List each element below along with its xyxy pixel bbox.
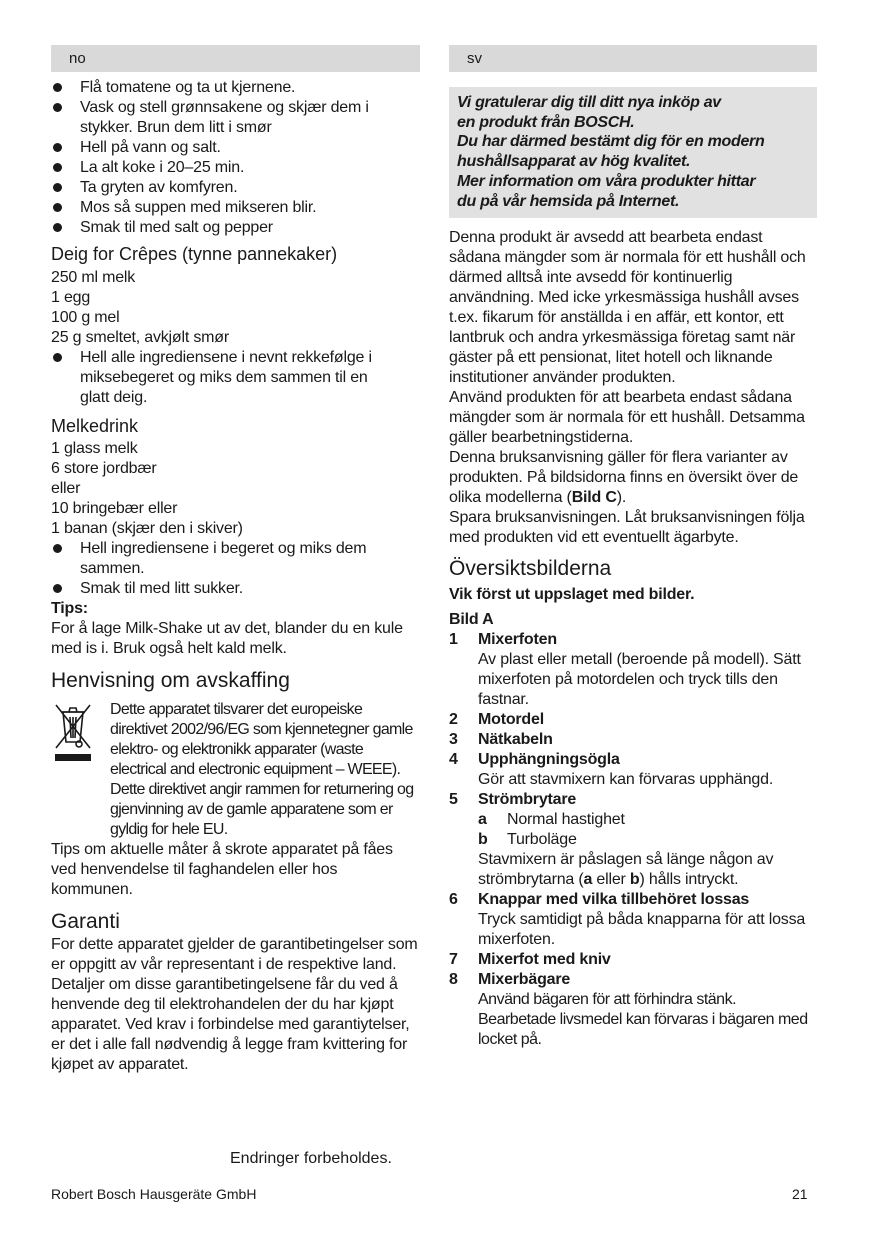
list-item <box>449 730 817 750</box>
note-text: ) hålls intryckt. <box>639 871 739 889</box>
intro-line: hushållsapparat av hög kvalitet. <box>457 153 691 171</box>
intro-line: Vi gratulerar dig till ditt nya inköp av <box>457 94 721 111</box>
option-text: Turboläge <box>507 831 577 849</box>
ingredient-line: 100 g mel <box>51 309 120 326</box>
list-item: Flå tomatene og ta ut kjernene. <box>51 78 420 98</box>
para3-text: Denna bruksanvisning gäller för flera varianter av produkten. På bildsidorna finns en översikt över de olika modellerna ( <box>449 449 799 507</box>
note-text: Stavmixern är påslagen så länge någon av strömbrytarna ( <box>478 851 774 889</box>
para3-end: ). <box>616 489 627 507</box>
option-key: a <box>478 811 487 829</box>
page-number: 21 <box>792 1186 808 1202</box>
intro-line: Du har därmed bestämt dig för en modern <box>457 133 765 151</box>
switch-option-a <box>478 810 817 830</box>
language-label-no: no <box>69 50 86 67</box>
item-title: Nätkabeln <box>478 731 553 749</box>
item-number: 7 <box>449 951 458 969</box>
ingredient-line: 1 banan (skjær den i skiver) <box>51 520 243 537</box>
ingredient-line: 1 glass melk <box>51 440 138 457</box>
list-item <box>449 950 817 970</box>
usage-paragraph-3 <box>449 448 817 508</box>
item-desc: Tryck samtidigt på båda knapparna för att lossa mixerfoten. <box>478 911 806 949</box>
list-item: Smak til med litt sukker. <box>51 579 420 599</box>
intro-line: du på vår hemsida på Internet. <box>457 192 680 210</box>
list-item <box>449 750 817 790</box>
list-item: Mos så suppen med mikseren blir. <box>51 198 420 218</box>
bild-a-label: Bild A <box>449 611 494 629</box>
item-title: Mixerfot med kniv <box>478 951 611 969</box>
usage-paragraph-4: Spara bruksanvisningen. Låt bruksanvisningen följa med produkten vid ett eventuellt ägarbyte. <box>449 509 805 547</box>
ingredient-line: eller <box>51 480 81 497</box>
usage-paragraph-2: Använd produkten för att bearbeta endast sådana mängder som är normala för ett hushåll. Detsamma gäller bearbetningstiderna. <box>449 389 805 447</box>
tips-text: For å lage Milk-Shake ut av det, blander du en kule med is i. Bruk også helt kald melk. <box>51 620 403 657</box>
changes-note: Endringer forbeholdes. <box>230 1150 392 1167</box>
crepes-steps-list <box>51 348 420 408</box>
ingredient-line: 1 egg <box>51 289 91 306</box>
ingredient-line: 10 bringebær eller <box>51 500 178 517</box>
item-title: Mixerbägare <box>478 971 571 989</box>
parts-list <box>449 630 817 1050</box>
item-number: 4 <box>449 751 458 769</box>
list-item <box>449 790 817 890</box>
overview-subheading: Vik först ut uppslaget med bilder. <box>449 586 695 604</box>
ingredient-line: 250 ml melk <box>51 269 136 286</box>
disposal-text-2: Tips om aktuelle måter å skrote apparatet på fåes ved henvendelse til faghandelen eller hos kommunen. <box>51 841 393 898</box>
item-title: Mixerfoten <box>478 631 557 649</box>
disposal-heading: Henvisning om avskaffing <box>51 669 290 692</box>
language-bar-no <box>51 45 420 72</box>
intro-box <box>449 87 817 218</box>
crepes-heading: Deig for Crêpes (tynne pannekaker) <box>51 244 338 264</box>
overview-heading: Översiktsbilderna <box>449 557 612 581</box>
ingredient-line: 25 g smeltet, avkjølt smør <box>51 329 229 346</box>
ingredient-line: 6 store jordbær <box>51 460 157 477</box>
option-key: b <box>478 831 488 849</box>
disposal-text: Dette apparatet tilsvarer det europeiske direktivet 2002/96/EG som kjennetegner gamle elektro- og elektronikk apparater (waste electrical and electronic equipment – WEEE). Dette direktivet angir rammen for returnering og gjenvinning av de gamle apparatene som er gyldig for hele EU. <box>110 701 414 838</box>
list-item <box>449 710 817 730</box>
list-item <box>449 890 817 950</box>
option-text: Normal hastighet <box>507 811 625 829</box>
milkdrink-ingredients <box>51 439 420 539</box>
list-item: Vask og stell grønnsakene og skjær dem i stykker. Brun dem litt i smør <box>51 98 420 138</box>
soup-steps-list <box>51 78 420 238</box>
switch-note <box>478 850 817 890</box>
milkdrink-heading: Melkedrink <box>51 416 139 436</box>
tips-label: Tips: <box>51 600 88 617</box>
item-number: 6 <box>449 891 458 909</box>
item-desc: Använd bägaren för att förhindra stänk. Bearbetade livsmedel kan förvaras i bägaren med locket på. <box>478 991 808 1049</box>
item-number: 5 <box>449 791 458 809</box>
column-swedish <box>449 45 817 1050</box>
warranty-heading: Garanti <box>51 910 120 933</box>
item-title: Knappar med vilka tillbehöret lossas <box>478 891 750 909</box>
company-name: Robert Bosch Hausgeräte GmbH <box>51 1186 257 1202</box>
switch-option-b <box>478 830 817 850</box>
list-item: Ta gryten av komfyren. <box>51 178 420 198</box>
list-item: Smak til med salt og pepper <box>51 218 420 238</box>
note-text: eller <box>592 871 630 889</box>
item-number: 8 <box>449 971 458 989</box>
crepes-ingredients <box>51 268 420 348</box>
list-item: Hell alle ingrediensene i nevnt rekkefølge i miksebegeret og miks dem sammen til en glatt deig. <box>51 348 420 408</box>
item-title: Strömbrytare <box>478 791 577 809</box>
disposal-block <box>51 700 420 840</box>
list-item: La alt koke i 20–25 min. <box>51 158 420 178</box>
note-key-b: b <box>629 871 640 889</box>
warranty-text: For dette apparatet gjelder de garantibetingelser som er oppgitt av vår representant i de respektive land. Detaljer om disse garantibetingelsene får du ved å henvende deg til elektrohandelen der du har kjøpt apparatet. Ved krav i forbindelse med garantiytelser, er det i alle fall nødvendig å legge fram kvittering for kjøpet av apparatet. <box>51 936 418 1073</box>
note-key-a: a <box>583 871 593 889</box>
list-item: Hell på vann og salt. <box>51 138 420 158</box>
list-item <box>449 970 817 1050</box>
item-desc: Gör att stavmixern kan förvaras upphängd. <box>478 771 774 789</box>
weee-symbol <box>51 700 110 840</box>
item-number: 2 <box>449 711 458 729</box>
item-number: 3 <box>449 731 458 749</box>
list-item <box>449 630 817 710</box>
intro-line: Mer information om våra produkter hittar <box>457 172 756 190</box>
item-number: 1 <box>449 631 458 649</box>
bild-c-ref: Bild C <box>571 489 617 507</box>
crossed-bin-icon <box>51 700 95 766</box>
usage-paragraph-1: Denna produkt är avsedd att bearbeta endast sådana mängder som är normala för ett hushåll och därmed alltså inte avsedd för kontinuerlig användning. Med icke yrkesmässiga hushåll avses t.ex. fikarum för anställda i en affär, ett kontor, ett lantbruk och andra yrkesmässiga företag samt när gäster på ett pensionat, litet hotell och liknande institutioner använder produkten. <box>449 229 806 387</box>
column-norwegian <box>51 45 420 1075</box>
language-bar-sv <box>449 45 817 72</box>
intro-line: en produkt från BOSCH. <box>457 113 635 131</box>
item-title: Motordel <box>478 711 544 729</box>
item-title: Upphängningsögla <box>478 751 620 769</box>
language-label-sv: sv <box>467 50 482 67</box>
item-desc: Av plast eller metall (beroende på modell). Sätt mixerfoten på motordelen och tryck tills den fastnar. <box>478 651 801 709</box>
milkdrink-steps-list <box>51 539 420 599</box>
list-item: Hell ingrediensene i begeret og miks dem sammen. <box>51 539 420 579</box>
